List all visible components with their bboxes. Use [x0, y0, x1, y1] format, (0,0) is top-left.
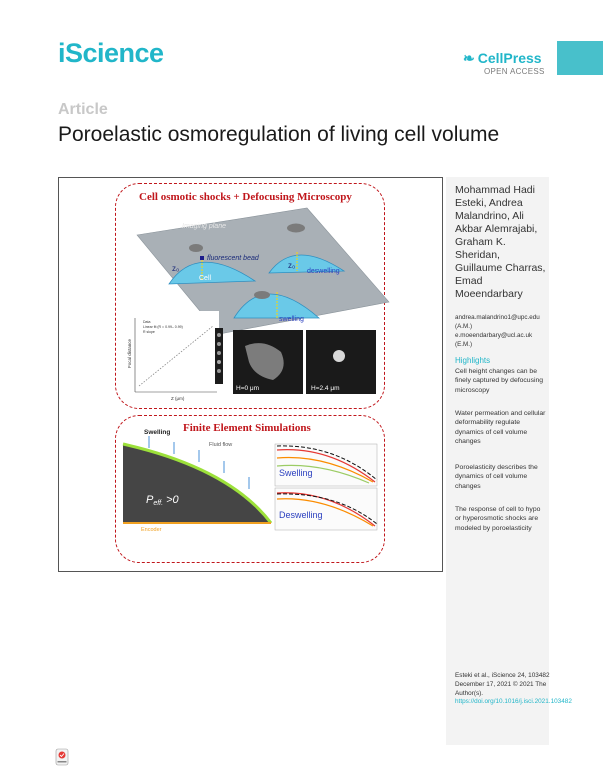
- correspondence: [455, 313, 550, 349]
- micrograph-2-label: H=2.4 μm: [311, 385, 340, 392]
- doi-link[interactable]: https://doi.org/10.1016/j.isci.2021.103482: [455, 698, 572, 706]
- citation-ref: Esteki et al., iScience 24, 103482: [455, 672, 550, 679]
- highlights-heading: Highlights: [455, 356, 491, 365]
- highlight-item: Cell height changes can be finely captured by defocusing microscopy: [455, 368, 544, 394]
- highlight-item: Poroelasticity describes the dynamics of cell volume changes: [455, 464, 538, 490]
- sim-fluid-flow: Fluid flow: [209, 442, 233, 448]
- sim-swelling-top: Swelling: [144, 429, 171, 436]
- sim-p-eff-condition: >0: [163, 494, 179, 506]
- swelling-small-label: swelling: [279, 316, 304, 323]
- bead-label: fluorescent bead: [207, 255, 259, 262]
- journal-name: iScience: [58, 38, 164, 68]
- micrograph-2-bead: [333, 350, 345, 362]
- sim-p-eff-subscript: eff.: [153, 500, 164, 507]
- sim-swelling-label: Swelling: [279, 468, 313, 478]
- nucleus-2: [287, 224, 305, 233]
- nucleus-1: [189, 244, 203, 252]
- sim-deswelling-label: Deswelling: [279, 510, 323, 520]
- sim-encoder: Encoder: [141, 527, 162, 533]
- graph-legend-3: R slope: [143, 330, 155, 334]
- highlight-item: The response of cell to hypo or hyperosmotic shocks are modeled by poroelasticity: [455, 506, 541, 532]
- z0-label-a: z₀: [172, 264, 180, 273]
- email-2[interactable]: e.moeendarbary@ucl.ac.uk: [455, 332, 533, 339]
- publisher-logo[interactable]: [463, 50, 542, 67]
- author-list: Mohammad Hadi Esteki, Andrea Malandrino, Ali Akbar Alemrajabi, Graham K. Sheridan, Guillaume Charras, Emad Moeendarbary: [455, 184, 546, 300]
- email-1-initials: (A.M.): [455, 323, 473, 330]
- z0-label-b: z₀: [288, 261, 296, 270]
- micrograph-1-label: H=0 μm: [236, 385, 260, 392]
- check-for-updates-icon[interactable]: [55, 748, 69, 766]
- graph-y-label: Focal distance: [127, 338, 132, 368]
- article-title: Poroelastic osmoregulation of living cell volume: [58, 123, 500, 146]
- citation-date: December 17, 2021 © 2021 The Author(s).: [455, 680, 547, 697]
- email-2-initials: (E.M.): [455, 341, 473, 348]
- imaging-plane-label: Imaging plane: [182, 223, 226, 230]
- strip-frame-1: [217, 333, 221, 337]
- header-accent-bar: [557, 41, 603, 75]
- sim-p-eff-symbol: P: [146, 494, 154, 506]
- email-1[interactable]: andrea.malandrino1@upc.edu: [455, 314, 540, 321]
- graph-legend-1: Data: [143, 320, 151, 324]
- open-access-label: OPEN ACCESS: [484, 67, 545, 76]
- publisher-name: CellPress: [477, 50, 542, 66]
- cellpress-icon: ❧: [463, 50, 475, 66]
- fluorescent-bead-marker: [200, 256, 204, 260]
- strip-frame-3: [217, 351, 221, 355]
- panel1-title: Cell osmotic shocks + Defocusing Microscopy: [139, 191, 352, 203]
- panel2-title: Finite Element Simulations: [183, 422, 311, 434]
- article-type: Article: [58, 101, 108, 118]
- highlight-item: Water permeation and cellular deformability regulate dynamics of cell volume changes: [455, 410, 546, 446]
- graphical-abstract: [58, 177, 443, 572]
- strip-frame-2: [217, 342, 221, 346]
- strip-frame-4: [217, 360, 221, 364]
- citation: [455, 672, 572, 707]
- deswelling-small-label: deswelling: [307, 268, 340, 275]
- graph-legend-2: Linear fit (R = 0.99– 0.99): [143, 325, 183, 329]
- cell-label: Cell: [199, 275, 212, 282]
- strip-frame-5: [217, 369, 221, 373]
- nucleus-3: [254, 291, 270, 299]
- simulation-panel: [115, 415, 385, 563]
- graph-x-label: Z (μm): [171, 396, 185, 401]
